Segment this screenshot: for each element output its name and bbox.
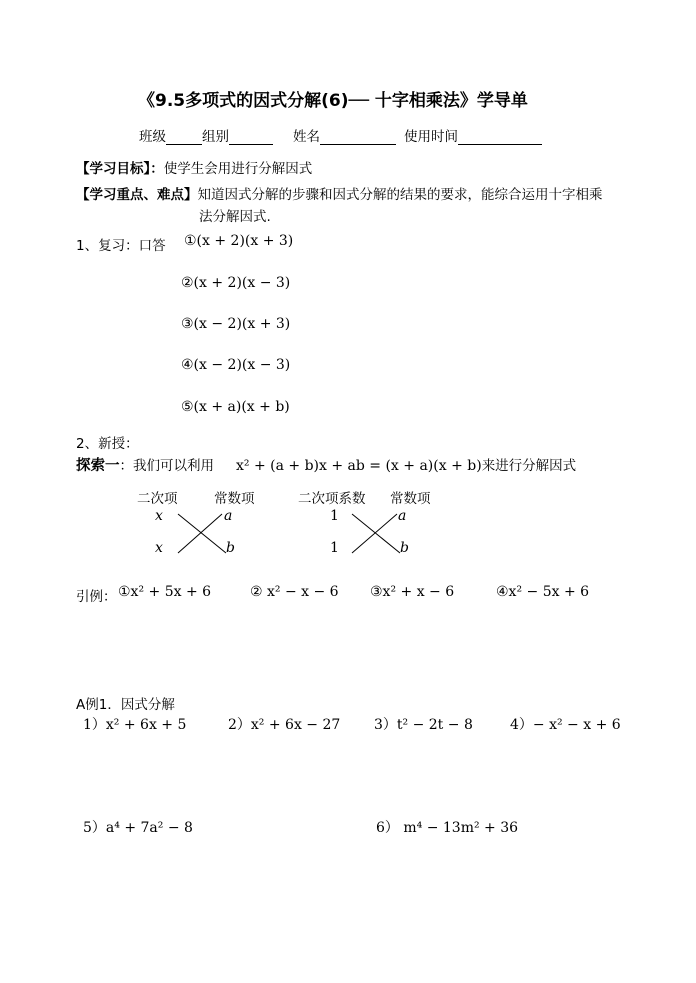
example1-item-5: 5）a⁴ + 7a² − 8 xyxy=(83,820,193,836)
cross2-right-top: a xyxy=(398,508,407,524)
intro-item-1: ①x² + 5x + 6 xyxy=(118,584,212,600)
cross2-left-top: 1 xyxy=(330,508,339,524)
cross2-left-bottom: 1 xyxy=(330,540,339,556)
explore-formula: x² + (a + b)x + ab = (x + a)(x + b) xyxy=(236,458,482,474)
cross1-left-header: 二次项 xyxy=(137,491,178,507)
key-text-line2: 法分解因式. xyxy=(199,209,271,225)
example1-item-3: 3）t² − 2t − 8 xyxy=(374,717,473,733)
cross2-left-header: 二次项系数 xyxy=(298,491,366,507)
class-label: 班级 xyxy=(139,129,166,145)
cross2-right-bottom: b xyxy=(400,540,409,556)
cross2-right-header: 常数项 xyxy=(390,491,431,507)
name-label: 姓名 xyxy=(293,129,320,145)
review-item-5: ⑤(x + a)(x + b) xyxy=(181,399,290,415)
goal-label: 【学习目标】： xyxy=(76,161,164,177)
example1-item-6: 6） m⁴ − 13m² + 36 xyxy=(376,820,519,836)
cross1-left-bottom: x xyxy=(155,540,163,556)
time-label: 使用时间 xyxy=(404,129,458,145)
cross1-left-top: x xyxy=(155,508,163,524)
page-title: 《9.5多项式的因式分解(6)── 十字相乘法》学导单 xyxy=(138,91,528,111)
intro-item-3: ③x² + x − 6 xyxy=(370,584,455,600)
review-item-4: ④(x − 2)(x − 3) xyxy=(181,357,291,373)
review-item-3: ③(x − 2)(x + 3) xyxy=(181,316,291,332)
goal-text: 使学生会用进行分解因式 xyxy=(163,161,313,177)
review-item-2: ②(x + 2)(x − 3) xyxy=(181,275,291,291)
example1-item-1: 1）x² + 6x + 5 xyxy=(83,717,187,733)
intro-item-2: ② x² − x − 6 xyxy=(250,584,339,600)
group-label: 组别 xyxy=(202,129,229,145)
intro-label: 引例： xyxy=(76,589,117,605)
cross1-right-header: 常数项 xyxy=(214,491,255,507)
intro-item-4: ④x² − 5x + 6 xyxy=(496,584,590,600)
cross1-right-bottom: b xyxy=(226,540,235,556)
example1-item-4: 4）− x² − x + 6 xyxy=(510,717,621,733)
key-label: 【学习重点、难点】 xyxy=(76,187,198,203)
example1-heading: A例1．因式分解 xyxy=(76,697,175,713)
cross1-right-top: a xyxy=(224,508,233,524)
explore-label: 探索一 xyxy=(76,458,120,474)
review-item-1: ①(x + 2)(x + 3) xyxy=(184,233,294,249)
review-heading: 1、复习：口答 xyxy=(76,238,166,254)
explore-text: ：我们可以利用 xyxy=(119,458,214,474)
explore-tail: 来进行分解因式 xyxy=(481,458,577,474)
new-lesson-heading: 2、新授： xyxy=(76,436,139,452)
key-text-line1: 知道因式分解的步骤和因式分解的结果的要求，能综合运用十字相乘 xyxy=(197,187,603,203)
example1-item-2: 2）x² + 6x − 27 xyxy=(228,717,341,733)
